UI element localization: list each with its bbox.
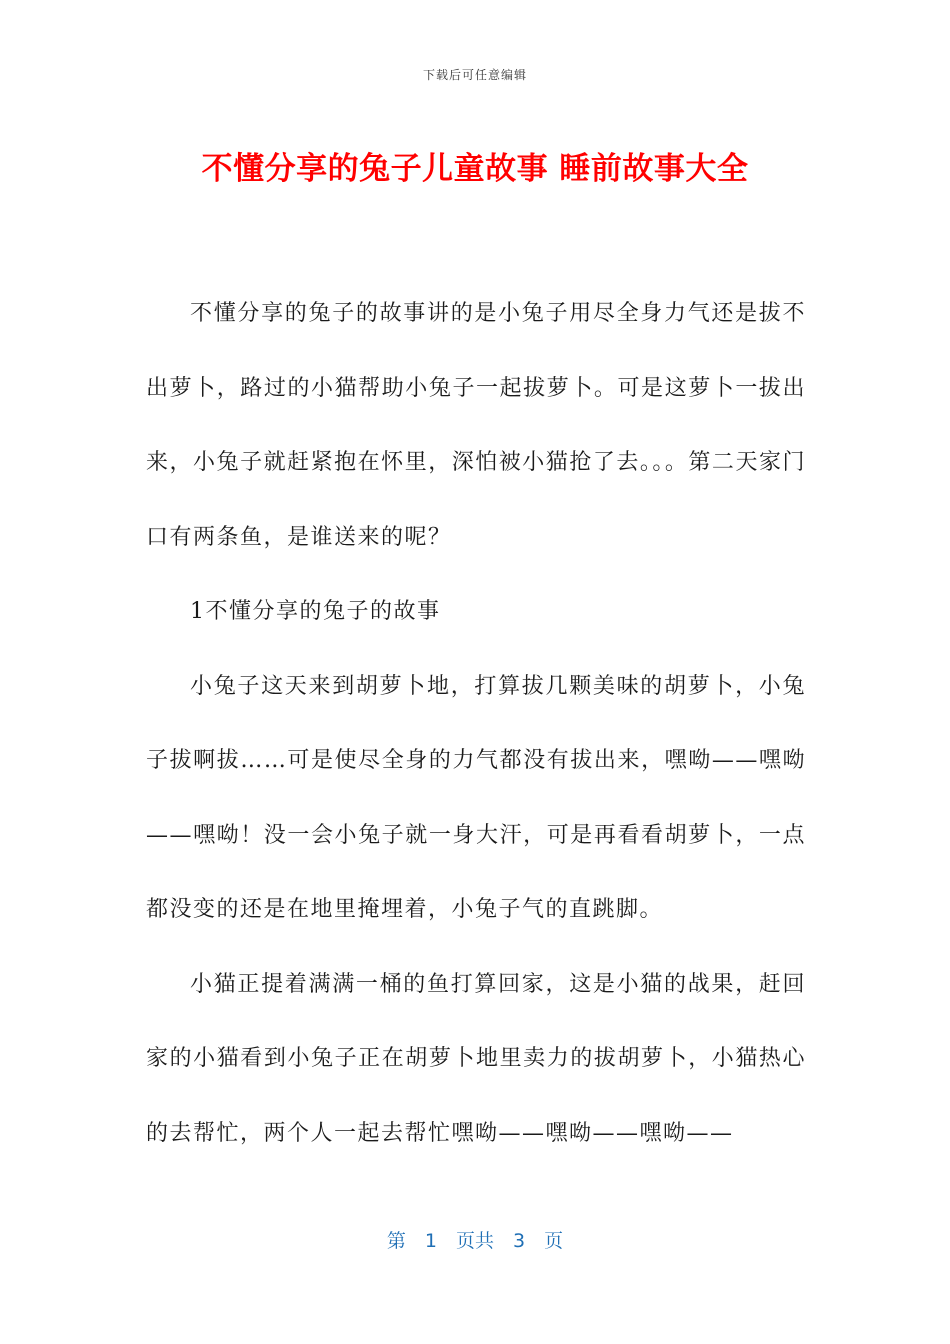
- article-body: [146, 277, 806, 1171]
- page-footer: 第 1 页共 3 页: [386, 1230, 564, 1252]
- paragraph-intro: 不懂分享的兔子的故事讲的是小兔子用尽全身力气还是拔不出萝卜，路过的小猫帮助小兔子一起拔萝卜。可是这萝卜一拔出来，小兔子就赶紧抱在怀里，深怕被小猫抢了去。。。第二天家门口有两条鱼，是谁送来的呢？: [146, 301, 806, 550]
- paragraph-story-2: 小猫正提着满满一桶的鱼打算回家，这是小猫的战果，赶回家的小猫看到小兔子正在胡萝卜地里卖力的拔胡萝卜，小猫热心的去帮忙，两个人一起去帮忙嘿呦——嘿呦——嘿呦——: [146, 971, 806, 1146]
- section-heading: 1不懂分享的兔子的故事: [190, 599, 441, 624]
- page-title: 不懂分享的兔子儿童故事 睡前故事大全: [201, 151, 749, 187]
- paragraph-story-1: 小兔子这天来到胡萝卜地，打算拔几颗美味的胡萝卜，小兔子拔啊拔……可是使尽全身的力气都没有拔出来，嘿呦——嘿呦——嘿呦！没一会小兔子就一身大汗，可是再看看胡萝卜，一点都没变的还是在地里掩埋着，小兔子气的直跳脚。: [146, 673, 806, 922]
- header-note: 下载后可任意编辑: [422, 68, 527, 82]
